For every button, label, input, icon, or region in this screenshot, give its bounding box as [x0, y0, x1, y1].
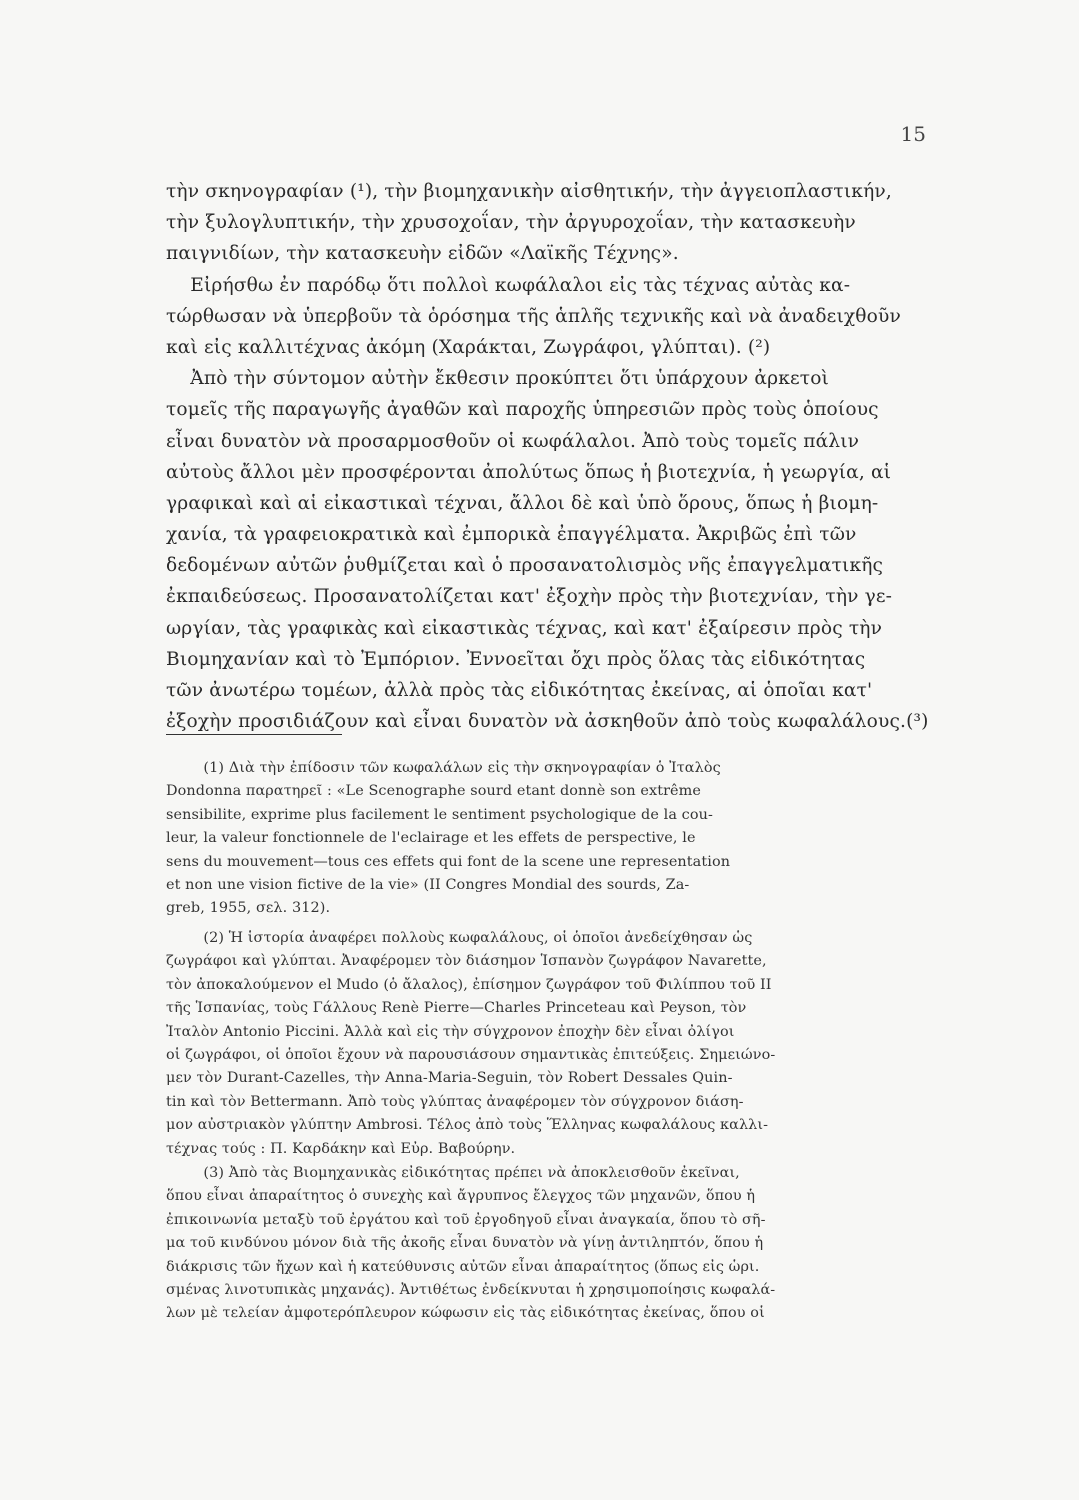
- footnote-2: [166, 927, 928, 1161]
- footnote-line: Dondonna παρατηρεῖ : «Le Scenographe sourd etant donnè son extrême: [166, 783, 702, 800]
- footnote-line: greb, 1955, σελ. 312).: [166, 900, 331, 917]
- footnote-line: μον αὐστριακὸν γλύπτην Ambrosi. Τέλος ἀπὸ τοὺς Ἕλληνας κωφαλάλους καλλι-: [166, 1117, 769, 1134]
- page-number: 15: [900, 122, 926, 146]
- footnote-separator: [166, 734, 342, 735]
- footnote-line: τὸν ἀποκαλούμενον el Mudo (ὁ ἄλαλος), ἐπίσημον ζωγράφον τοῦ Φιλίππου τοῦ II: [166, 976, 772, 993]
- text-line: τὴν ξυλογλυπτικήν, τὴν χρυσοχοΐαν, τὴν ἀργυροχοΐαν, τὴν κατασκευὴν: [166, 212, 856, 234]
- footnote-line: sens du mouvement—tous ces effets qui font de la scene une representation: [166, 853, 731, 870]
- text-line: εἶναι δυνατὸν νὰ προσαρμοσθοῦν οἱ κωφάλαλοι. Ἀπὸ τοὺς τομεῖς πάλιν: [166, 430, 860, 452]
- footnote-line: tin καὶ τὸν Bettermann. Ἀπὸ τοὺς γλύπτας ἀναφέρομεν τὸν σύγχρονον διάση-: [166, 1093, 744, 1110]
- text-line: αὐτοὺς ἄλλοι μὲν προσφέρονται ἀπολύτως ὅπως ἡ βιοτεχνία, ἡ γεωργία, αἱ: [166, 461, 892, 483]
- main-body-text: [166, 176, 928, 737]
- footnote-1: [166, 757, 928, 921]
- text-line: τομεῖς τῆς παραγωγῆς ἀγαθῶν καὶ παροχῆς ὑπηρεσιῶν πρὸς τοὺς ὁποίους: [166, 399, 879, 421]
- text-line: τῶν ἀνωτέρω τομέων, ἀλλὰ πρὸς τὰς εἰδικότητας ἐκείνας, αἱ ὁποῖαι κατ': [166, 680, 873, 701]
- footnote-line: τῆς Ἱσπανίας, τοὺς Γάλλους Renè Pierre—Charles Princeteau καὶ Peyson, τὸν: [166, 1000, 747, 1017]
- footnote-line: διάκρισις τῶν ἤχων καὶ ἡ κατεύθυνσις αὐτῶν εἶναι ἀπαραίτητος (ὅπως εἰς ὡρι.: [166, 1258, 760, 1275]
- footnote-3: [166, 1162, 928, 1326]
- text-line: παιγνιδίων, τὴν κατασκευὴν εἰδῶν «Λαϊκῆς Τέχνης».: [166, 243, 679, 265]
- footnote-line: (3) Ἀπὸ τὰς Βιομηχανικὰς εἰδικότητας πρέπει νὰ ἀποκλεισθοῦν ἐκεῖναι,: [166, 1165, 740, 1181]
- footnote-line: leur, la valeur fonctionnele de l'eclairage et les effets de perspective, le: [166, 830, 696, 847]
- text-line: τώρθωσαν νὰ ὑπερβοῦν τὰ ὁρόσημα τῆς ἁπλῆς τεχνικῆς καὶ νὰ ἀναδειχθοῦν: [166, 305, 901, 327]
- text-line: γραφικαὶ καὶ αἱ εἰκαστικαὶ τέχναι, ἄλλοι δὲ καὶ ὑπὸ ὅρους, ὅπως ἡ βιομη-: [166, 492, 879, 514]
- text-line: καὶ εἰς καλλιτέχνας ἀκόμη (Χαράκται, Ζωγράφοι, γλύπται). (²): [166, 336, 771, 358]
- footnote-line: Ἰταλὸν Antonio Piccini. Ἀλλὰ καὶ εἰς τὴν σύγχρονον ἐποχὴν δὲν εἶναι ὀλίγοι: [166, 1023, 735, 1040]
- text-line: ωργίαν, τὰς γραφικὰς καὶ εἰκαστικὰς τέχνας, καὶ κατ' ἐξαίρεσιν πρὸς τὴν: [166, 617, 883, 639]
- footnote-line: μα τοῦ κινδύνου μόνον διὰ τῆς ἀκοῆς εἶναι δυνατὸν νὰ γίνῃ ἀντιληπτόν, ὅπου ἡ: [166, 1235, 764, 1252]
- text-line: δεδομένων αὐτῶν ῥυθμίζεται καὶ ὁ προσανατολισμὸς νῆς ἐπαγγελματικῆς: [166, 555, 884, 577]
- footnote-line: sensibilite, exprime plus facilement le sentiment psychologique de la cou-: [166, 806, 713, 823]
- text-line: Εἰρήσθω ἐν παρόδῳ ὅτι πολλοὶ κωφάλαλοι εἰς τὰς τέχνας αὐτὰς κα-: [166, 274, 851, 296]
- footnote-line: (2) Ἡ ἱστορία ἀναφέρει πολλοὺς κωφαλάλους, οἱ ὁποῖοι ἀνεδείχθησαν ὡς: [166, 930, 753, 946]
- footnote-line: λων μὲ τελείαν ἀμφοτερόπλευρον κώφωσιν εἰς τὰς εἰδικότητας ἐκείνας, ὅπου οἱ: [166, 1305, 765, 1322]
- footnote-line: (1) Διὰ τὴν ἐπίδοσιν τῶν κωφαλάλων εἰς τὴν σκηνογραφίαν ὁ Ἰταλὸς: [166, 760, 721, 776]
- text-line: ἐξοχὴν προσιδιάζουν καὶ εἶναι δυνατὸν νὰ ἀσκηθοῦν ἀπὸ τοὺς κωφαλάλους.(³): [166, 711, 928, 733]
- footnote-line: σμένας λινοτυπικὰς μηχανάς). Ἀντιθέτως ἐνδείκνυται ἡ χρησιμοποίησις κωφαλά-: [166, 1281, 776, 1298]
- footnote-line: τέχνας τούς : Π. Καρδάκην καὶ Εὐρ. Βαβούρην.: [166, 1140, 516, 1157]
- text-line: Βιομηχανίαν καὶ τὸ Ἐμπόριον. Ἐννοεῖται ὄχι πρὸς ὅλας τὰς εἰδικότητας: [166, 648, 866, 670]
- text-line: ἐκπαιδεύσεως. Προσανατολίζεται κατ' ἐξοχὴν πρὸς τὴν βιοτεχνίαν, τὴν γε-: [166, 586, 893, 608]
- footnote-line: et non une vision fictive de la vie» (II Congres Mondial des sourds, Za-: [166, 876, 690, 893]
- text-line: τὴν σκηνογραφίαν (¹), τὴν βιομηχανικὴν αἰσθητικήν, τὴν ἀγγειοπλαστικήν,: [166, 181, 892, 202]
- text-line: Ἀπὸ τὴν σύντομον αὐτὴν ἔκθεσιν προκύπτει ὅτι ὑπάρχουν ἀρκετοὶ: [166, 368, 829, 390]
- footnote-line: οἱ ζωγράφοι, οἱ ὁποῖοι ἔχουν νὰ παρουσιάσουν σημαντικὰς ἐπιτεύξεις. Σημειώνο-: [166, 1046, 776, 1063]
- footnote-line: ὅπου εἶναι ἀπαραίτητος ὁ συνεχὴς καὶ ἄγρυπνος ἔλεγχος τῶν μηχανῶν, ὅπου ἡ: [166, 1188, 756, 1205]
- footnote-line: ἐπικοινωνία μεταξὺ τοῦ ἐργάτου καὶ τοῦ ἐργοδηγοῦ εἶναι ἀναγκαία, ὅπου τὸ σῆ-: [166, 1211, 766, 1228]
- footnote-line: μεν τὸν Durant-Cazelles, τὴν Anna-Maria-Seguin, τὸν Robert Dessales Quin-: [166, 1070, 733, 1087]
- text-line: χανία, τὰ γραφειοκρατικὰ καὶ ἐμπορικὰ ἐπαγγέλματα. Ἀκριβῶς ἐπὶ τῶν: [166, 524, 857, 546]
- footnote-line: ζωγράφοι καὶ γλύπται. Ἀναφέρομεν τὸν διάσημον Ἱσπανὸν ζωγράφον Navarette,: [166, 953, 767, 970]
